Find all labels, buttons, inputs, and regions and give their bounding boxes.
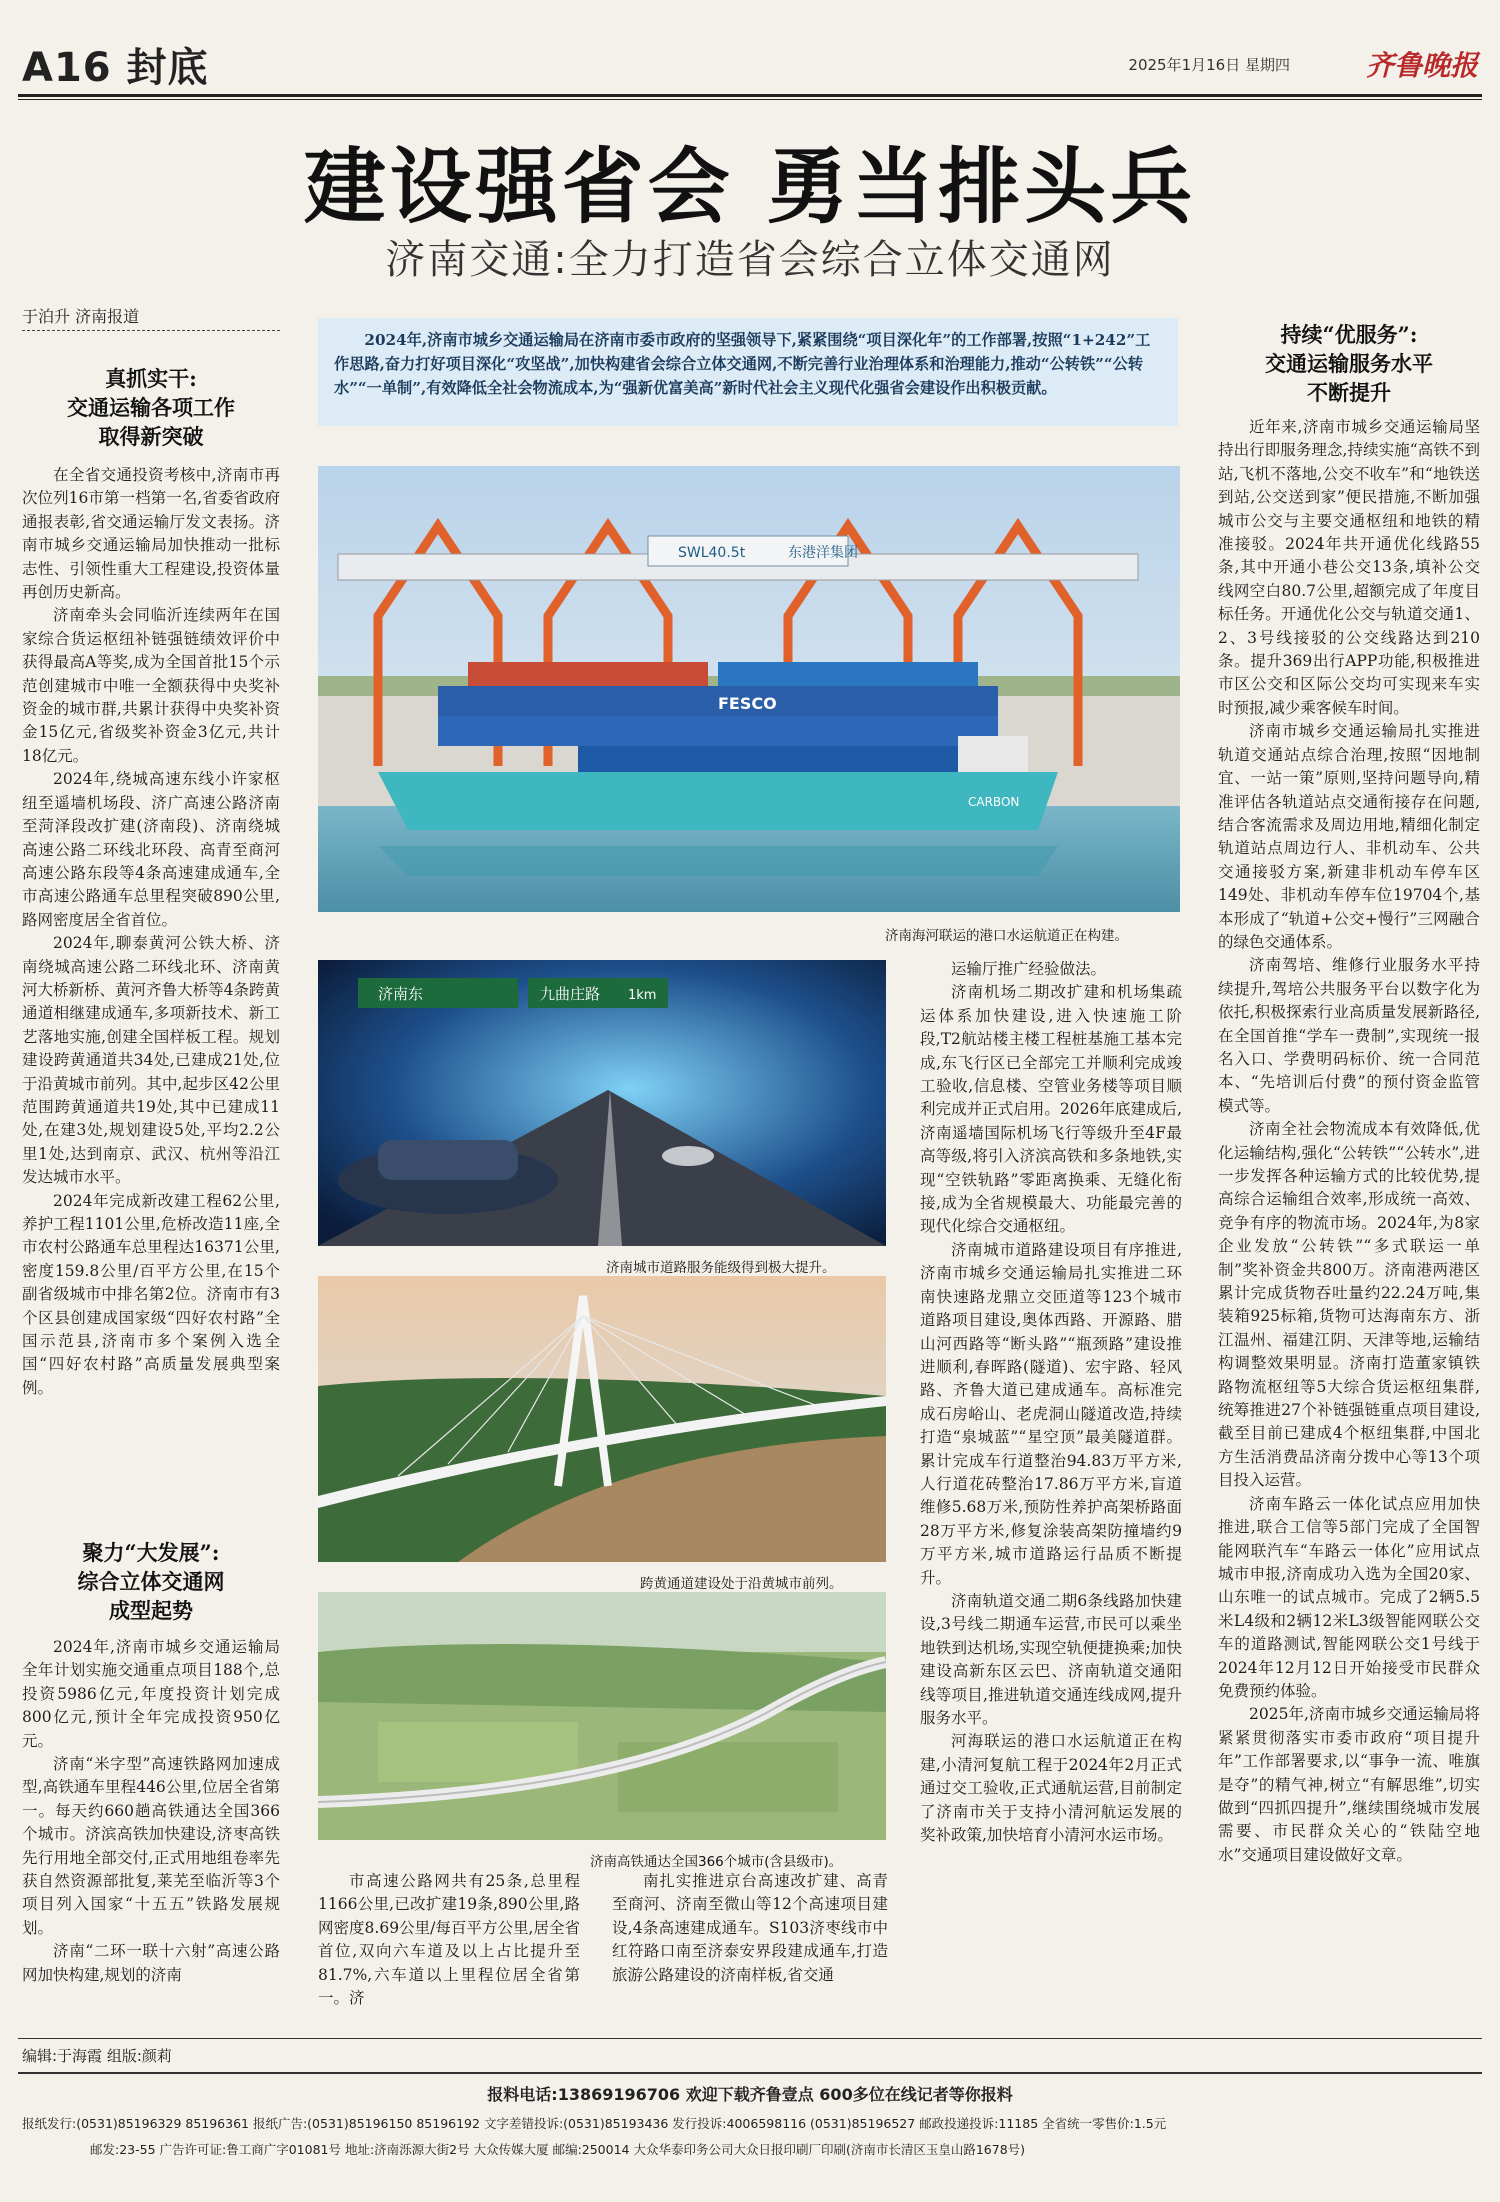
footer-rule-top — [18, 2038, 1482, 2039]
byline: 于泊升 济南报道 — [22, 307, 140, 326]
caption-port: 济南海河联运的港口水运航道正在构建。 — [885, 928, 1128, 944]
road-sign-2-text: 九曲庄路 — [540, 985, 601, 1003]
paragraph: 2024年,绕城高速东线小许家枢纽至遥墙机场段、济广高速公路济南至菏泽段改扩建(济南段)、济南绕城高速公路二环线北环段、高青至商河高速公路东段等4条高速建成通车,全市高速公路通车总里程突破890公里,路网密度居全省首位。 — [22, 770, 280, 929]
column-1 — [22, 464, 280, 1400]
road-sign-1-text: 济南东 — [378, 985, 424, 1003]
editor-credit: 编辑:于海霞 组版:颜莉 — [22, 2047, 172, 2065]
crane-model-text: SWL40.5t — [678, 545, 746, 561]
byline-rule — [22, 330, 280, 331]
paragraph: 运输厅推广经验做法。 — [951, 960, 1107, 978]
ship-name-text: CARBON — [968, 795, 1020, 809]
column-4 — [920, 958, 1182, 1847]
paragraph: 济南牵头会同临沂连续两年在国家综合货运枢纽补链强链绩效评价中获得最高A等奖,成为全国首批15个示范创建城市中唯一全额获得中央奖补资金的城市群,共累计获得中央奖补资金15亿元,省级奖补资金3亿元,共计18亿元。 — [22, 606, 280, 765]
photo-bridge — [318, 1276, 886, 1562]
page-label: A16 封底 — [22, 45, 209, 91]
section-heading-3: 持续“优服务”: 交通运输服务水平 不断提升 — [1265, 322, 1433, 405]
railway-illustration — [318, 1592, 886, 1840]
paragraph: 2025年,济南市城乡交通运输局将紧紧贯彻落实市委市政府“项目提升年”工作部署要求,以“事争一流、唯旗是夺”的精气神,树立“有解思维”,切实做到“四抓四提升”,继续围绕城市发展需要、市民群众关心的“铁陆空地水”交通项目建设做好文章。 — [1218, 1705, 1480, 1864]
masthead-logo: 齐鲁晚报 — [1365, 49, 1478, 82]
caption-tunnel: 济南城市道路服务能级得到极大提升。 — [606, 1260, 836, 1276]
paragraph: 2024年完成新改建工程62公里,养护工程1101公里,危桥改造11座,全市农村公路通车总里程达16371公里,密度159.8公里/百平方公里,在15个副省级城市中排名第2位。济南市有3个区县创建成国家级“四好农村路”全国示范县,济南市多个案例入选全国“四好农村路”高质量发展典型案例。 — [22, 1191, 280, 1397]
headline: 建设强省会 勇当排头兵 — [303, 139, 1197, 235]
photo-tunnel — [318, 960, 886, 1246]
paragraph: 济南“二环一联十六射”高速公路网加快构建,规划的济南 — [22, 1942, 280, 1984]
tunnel-illustration — [318, 960, 886, 1246]
bridge-illustration — [318, 1276, 886, 1562]
issue-date: 2025年1月16日 星期四 — [1128, 56, 1290, 74]
caption-railway: 济南高铁通达全国366个城市(含县级市)。 — [590, 1854, 843, 1870]
container-brand-text: FESCO — [718, 694, 777, 713]
paragraph: 济南车路云一体化试点应用加快推进,联合工信等5部门完成了全国智能网联汽车“车路云一体化”应用试点城市申报,济南成功入选为全国20家、山东唯一的试点城市。完成了2辆5.5米L4级和2辆12米L3级智能网联公交车的道路测试,智能网联公交1号线于2024年12月12日开始接受市民群众免费预约体验。 — [1218, 1494, 1480, 1700]
header-rule — [18, 94, 1482, 97]
column-3-bottom — [612, 1870, 888, 1987]
road-sign-distance: 1km — [628, 988, 657, 1003]
crane-banner-text: 东港洋集团 — [788, 545, 858, 561]
paragraph: 市高速公路网共有25条,总里程1166公里,已改扩建19条,890公里,路网密度8.69公里/每百平方公里,居全省首位,双向六车道及以上占比提升至81.7%,六车道以上里程位居全省第一。济 — [318, 1872, 580, 2008]
paragraph: 2024年,聊泰黄河公铁大桥、济南绕城高速公路二环线北环、济南黄河大桥新桥、黄河齐鲁大桥等4条跨黄通道相继建成通车,多项新技术、新工艺落地实施,创建全国样板工程。规划建设跨黄通道共34处,已建成21处,位于沿黄城市前列。其中,起步区42公里范围跨黄通道共19处,其中已建成11处,在建3处,规划建设5处,平均2.2公里1处,达到南京、武汉、杭州等沿江发达城市水平。 — [22, 934, 280, 1187]
caption-bridge: 跨黄通道建设处于沿黄城市前列。 — [640, 1576, 843, 1592]
header-rule-thin — [18, 99, 1482, 100]
paragraph: 河海联运的港口水运航道正在构建,小清河复航工程于2024年2月正式通过交工验收,正式通航运营,目前制定了济南市关于支持小清河航运发展的奖补政策,加快培育小清河水运市场。 — [920, 1732, 1182, 1845]
footer-rule-mid — [18, 2072, 1482, 2074]
paragraph: 近年来,济南市城乡交通运输局坚持出行即服务理念,持续实施“高铁不到站,飞机不落地,公交不收车”和“地铁送到站,公交送到家”便民措施,不断加强城市公交与主要交通枢纽和地铁的精准接驳。2024年共开通优化线路55条,其中开通小巷公交13条,填补公交线网空白80.7公里,超额完成了年度目标任务。开通优化公交与轨道交通1、2、3号线接驳的公交线路达到210条。提升369出行APP功能,积极推进市区公交和区际公交均可实现来车实时预报,减少乘客候车时间。 — [1218, 418, 1480, 717]
column-2-bottom — [318, 1870, 580, 2010]
paragraph: 2024年,济南市城乡交通运输局全年计划实施交通重点项目188个,总投资5986亿元,年度投资计划完成800亿元,预计全年完成投资950亿元。 — [22, 1638, 280, 1750]
port-illustration — [318, 466, 1180, 912]
ship-hull — [378, 772, 1058, 830]
paragraph: 济南市城乡交通运输局扎实推进轨道交通站点综合治理,按照“因地制宜、一站一策”原则,坚持问题导向,精准评估各轨道站点交通衔接存在问题,结合客流需求及周边用地,精细化制定轨道站点周边行人、非机动车、公共交通接驳方案,新建非机动车停车区149处、非机动车停车位19704个,基本形成了“轨道+公交+慢行”三网融合的绿色交通体系。 — [1218, 722, 1480, 951]
news-hotline: 报料电话:13869196706 欢迎下载齐鲁壹点 600多位在线记者等你报料 — [487, 2085, 1013, 2104]
section-heading-2: 聚力“大发展”: 综合立体交通网 成型起势 — [77, 1540, 225, 1623]
paragraph: 济南机场二期改扩建和机场集疏运体系加快建设,进入快速施工阶段,T2航站楼主楼工程桩基施工基本完成,东飞行区已全部完工并顺利完成竣工验收,信息楼、空管业务楼等项目顺利完成并正式启用。2026年底建成后,济南遥墙国际机场飞行等级升至4F最高等级,将引入济滨高铁和多条地铁,实现“空铁轨路”零距离换乘、无缝化衔接,成为全省规模最大、功能最完善的现代化综合交通枢纽。 — [920, 983, 1182, 1236]
paragraph: 在全省交通投资考核中,济南市再次位列16市第一档第一名,省委省政府通报表彰,省交通运输厅发文表扬。济南市城乡交通运输局加快推动一批标志性、引领性重大工程建设,投资体量再创历史新高。 — [22, 466, 280, 602]
section-heading-1: 真抓实干: 交通运输各项工作 取得新突破 — [67, 366, 235, 449]
paragraph: 济南“米字型”高速铁路网加速成型,高铁通车里程446公里,位居全省第一。每天约660趟高铁通达全国366个城市。济滨高铁加快建设,济枣高铁先行用地全部交付,正式用地组卷率先获自然资源部批复,莱芜至临沂等3个项目列入国家“十五五”铁路发展规划。 — [22, 1755, 280, 1937]
lead-paragraph: 2024年,济南市城乡交通运输局在济南市委市政府的坚强领导下,紧紧围绕“项目深化年”的工作部署,按照“1+242”工作思路,奋力打好项目深化“攻坚战”,加快构建省会综合立体交通网,不断完善行业治理体系和治理能力,推动“公转铁”“公转水”“一单制”,有效降低全社会物流成本,为“强新优富美高”新时代社会主义现代化强省会建设作出积极贡献。 — [318, 318, 1178, 426]
column-5 — [1218, 416, 1480, 1867]
contact-line-1: 报纸发行:(0531)85196329 85196361 报纸广告:(0531)85196150 85196192 文字差错投诉:(0531)85193436 发行投诉:4006598116 (0531)85196527 邮政投递投诉:11185 全省统一零售价:1.5元 — [22, 2116, 1167, 2131]
subheadline: 济南交通:全力打造省会综合立体交通网 — [385, 237, 1115, 283]
photo-railway — [318, 1592, 886, 1840]
column-1-continued — [22, 1636, 280, 1987]
paragraph: 济南城市道路建设项目有序推进,济南市城乡交通运输局扎实推进二环南快速路龙鼎立交匝道等123个城市道路项目建设,奥体西路、开源路、腊山河西路等“断头路”“瓶颈路”建设推进顺利,春晖路(隧道)、宏宇路、轻风路、齐鲁大道已建成通车。高标准完成石房峪山、老虎洞山隧道改造,持续打造“泉城蓝”“星空顶”最美隧道群。累计完成车行道整治94.83万平方米,人行道花砖整治17.86万平方米,盲道维修5.68万米,预防性养护高架桥路面28万平方米,修复涂装高架防撞墙约9万平方米,城市道路运行品质不断提升。 — [920, 1240, 1182, 1587]
paragraph: 济南全社会物流成本有效降低,优化运输结构,强化“公转铁”“公转水”,进一步发挥各种运输方式的比较优势,提高综合运输组合效率,形成统一高效、竞争有序的物流市场。2024年,为8家企业发放“公转铁”“多式联运一单制”奖补资金共800万。济南港两港区累计完成货物吞吐量约22.24万吨,集装箱925标箱,货物可达海南东方、浙江温州、福建江阴、天津等地,运输结构调整效果明显。济南打造董家镇铁路物流枢纽等5大综合货运枢纽集群,统筹推进27个补链强链重点项目建设,截至目前已建成4个枢纽集群,中国北方生活消费品济南分拨中心等13个项目投入运营。 — [1218, 1120, 1480, 1490]
paragraph: 南扎实推进京台高速改扩建、高青至商河、济南至微山等12个高速项目建设,4条高速建成通车。S103济枣线市中红符路口南至济泰安界段建成通车,打造旅游公路建设的济南样板,省交通 — [612, 1872, 888, 1984]
paragraph: 济南轨道交通二期6条线路加快建设,3号线二期通车运营,市民可以乘坐地铁到达机场,实现空轨便捷换乘;加快建设高新东区云巴、济南轨道交通阳线等项目,推进轨道交通连线成网,提升服务水平。 — [920, 1591, 1182, 1727]
contact-line-2: 邮发:23-55 广告许可证:鲁工商广字01081号 地址:济南泺源大街2号 大众传媒大厦 邮编:250014 大众华泰印务公司大众日报印刷厂印刷(济南市长清区玉皇山路1678号) — [90, 2142, 1026, 2157]
photo-port — [318, 466, 1180, 912]
paragraph: 济南驾培、维修行业服务水平持续提升,驾培公共服务平台以数字化为依托,积极探索行业高质量发展新路径,在全国首推“学车一费制”,实现统一报名入口、学费明码标价、统一合同范本、“先培训后付费”的预付资金监管模式等。 — [1218, 956, 1480, 1115]
